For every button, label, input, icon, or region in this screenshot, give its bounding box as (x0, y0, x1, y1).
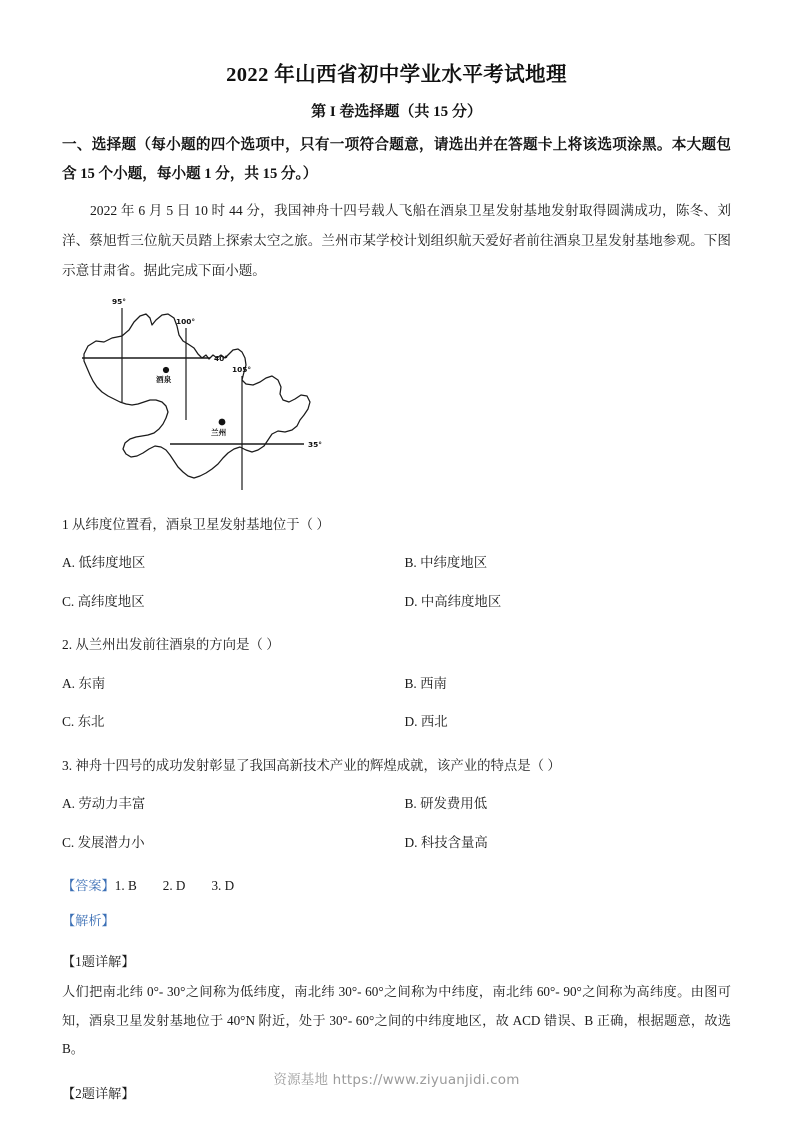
option-2-B[interactable]: B. 西南 (404, 675, 447, 691)
answer-block (62, 853, 731, 896)
city-label-lanzhou: 兰州 (211, 428, 227, 438)
question-1-options-row2 (62, 574, 731, 612)
option-1-A[interactable]: A. 低纬度地区 (62, 555, 146, 571)
map-city-jiuquan (156, 367, 172, 384)
question-2-options (62, 656, 731, 694)
option-3-B[interactable]: B. 研发费用低 (404, 796, 488, 812)
detail-1-body: 人们把南北纬 0°- 30°之间称为低纬度，南北纬 30°- 60°之间称为中纬度，南北纬 60°- 90°之间称为高纬度。由图可知，酒泉卫星发射基地位于 40°N 附近，处于 30°- 60°之间的中纬度地区，故 ACD 错误、B 正确，根据题意，故选 B。 (62, 984, 731, 1057)
option-3-A[interactable]: A. 劳动力丰富 (62, 796, 146, 812)
detail-1-heading: 【1题详解】 (62, 954, 135, 970)
option-3-D[interactable]: D. 科技含量高 (404, 834, 488, 850)
answer-item-1: 1. B (114, 877, 137, 893)
city-dot-lanzhou (219, 419, 226, 426)
map-label-lat-40: 40° (214, 354, 228, 364)
analysis-block (62, 896, 731, 931)
option-1-C[interactable]: C. 高纬度地区 (62, 593, 145, 609)
question-2-options-row2 (62, 694, 731, 732)
option-1-B[interactable]: B. 中纬度地区 (404, 555, 488, 571)
question-3-text: 3. 神舟十四号的成功发射彰显了我国高新技术产业的辉煌成就，该产业的特点是（ ） (62, 757, 561, 773)
map-label-lon-95: 95° (112, 297, 126, 307)
map-label-lon-100: 100° (176, 317, 196, 327)
paper-subtitle: 第 I 卷选择题（共 15 分） (311, 103, 482, 120)
option-2-D[interactable]: D. 西北 (404, 714, 448, 730)
question-1-text: 1 从纬度位置看，酒泉卫星发射基地位于（ ） (62, 517, 330, 533)
page-title: 2022 年山西省初中学业水平考试地理 (226, 64, 567, 86)
analysis-tag: 【解析】 (62, 913, 115, 929)
option-2-C[interactable]: C. 东北 (62, 714, 105, 730)
answer-tag: 【答案】 (62, 877, 115, 893)
option-2-A[interactable]: A. 东南 (62, 675, 106, 691)
map-label-lon-105: 105° (232, 365, 252, 375)
map-city-lanzhou (211, 419, 227, 437)
map-graticule-labels (112, 297, 322, 449)
map-province-outline (84, 314, 310, 478)
question-group-stem: 2022 年 6 月 5 日 10 时 44 分，我国神舟十四号载人飞船在酒泉卫星发射基地发射取得圆满成功，陈冬、刘洋、蔡旭哲三位航天员踏上探索太空之旅。兰州市某学校计划组织航天爱好者前往酒泉卫星发射基地参观。下图示意甘肃省。据此完成下面小题。 (62, 202, 731, 278)
option-1-D[interactable]: D. 中高纬度地区 (404, 593, 502, 609)
question-1-options (62, 535, 731, 573)
city-dot-jiuquan (163, 367, 169, 373)
answer-item-2: 2. D (162, 877, 186, 893)
footer-watermark: 资源基地 https://www.ziyuanjidi.com (273, 1072, 520, 1088)
answer-item-3: 3. D (211, 877, 235, 893)
option-3-C[interactable]: C. 发展潜力小 (62, 834, 145, 850)
gansu-province-map (82, 292, 327, 492)
section-intro-text: 一、选择题（每小题的四个选项中，只有一项符合题意，请选出并在答题卡上将该选项涂黑。本大题包含 15 个小题，每小题 1 分，共 15 分。） (62, 137, 731, 183)
city-label-jiuquan: 酒泉 (156, 375, 172, 385)
question-3-options-row2 (62, 815, 731, 853)
question-3-options (62, 776, 731, 814)
detail-2-heading: 【2题详解】 (62, 1086, 135, 1102)
map-label-lat-35: 35° (308, 440, 322, 450)
question-2-text: 2. 从兰州出发前往酒泉的方向是（ ） (62, 637, 280, 653)
